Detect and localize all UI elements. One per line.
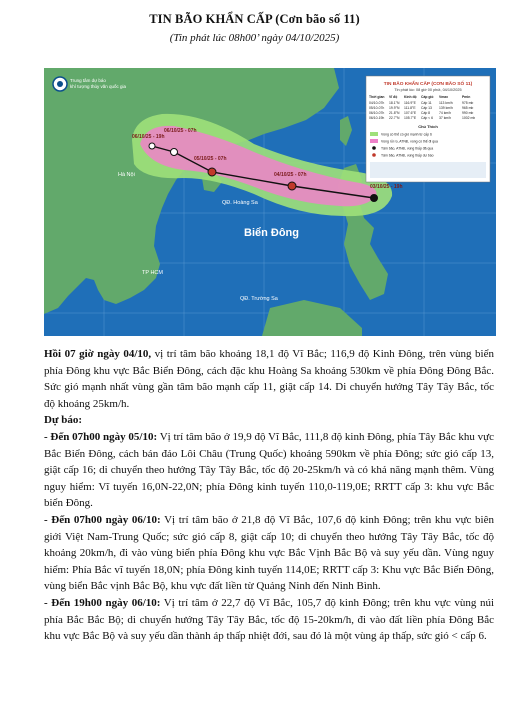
legend-mini-scale <box>370 162 486 178</box>
storm-track-map <box>44 68 496 336</box>
forecast-item-3-text: Vị trí tâm ở 22,7 độ Vĩ Bắc, 105,7 độ kinh Đông; trên khu vực vùng núi phía Bắc Bắc Bộ; di chuyển hướng Tây Tây Bắc, tốc độ 15-20km/h, đi vào đất liền phía Đông Bắc khu vực Bắc Bộ và suy yếu dần thành áp thấp nhiệt đới, sau đó là một vùng áp thấp, sức gió < cấp 6. <box>44 596 495 643</box>
bien-dong-label: Biển Đông <box>244 227 299 239</box>
legend-row4-lon: 105.7°E <box>404 116 417 120</box>
current-time-lead: Hồi 07 giờ ngày 04/10, <box>44 348 152 360</box>
track-point <box>208 168 216 176</box>
legend-row1-level: Cấp 11 <box>421 101 432 105</box>
legend-row1-lat: 18.1°N <box>389 101 400 105</box>
legend-col-time: Thời gian <box>369 95 385 99</box>
hanoi-label: Hà Nội <box>118 172 135 178</box>
forecast-item-1 <box>44 429 494 512</box>
bulletin-body <box>44 346 494 645</box>
issue-time: (Tin phát lúc 08h00’ ngày 04/10/2025) <box>169 32 340 44</box>
legend-col-pmin: Pmin <box>462 95 471 99</box>
legend-key-title: Chú Thích <box>418 124 438 129</box>
legend-row3-pmin: 990 mb <box>462 111 474 115</box>
legend-row3-lat: 21.8°N <box>389 111 400 115</box>
legend-swatch-danger <box>370 139 378 143</box>
track-label-2: 06/10/25 - 07h <box>164 128 197 134</box>
legend-key-4: Tâm bão, ATNĐ, vùng thấp dự báo <box>381 153 434 158</box>
track-point <box>171 149 178 156</box>
forecast-heading-label: Dự báo: <box>44 414 83 427</box>
legend-col-level: Cấp gió <box>421 95 434 99</box>
legend-row4-vmax: 37 km/h <box>439 116 452 120</box>
hcm-label: TP HCM <box>142 270 163 276</box>
legend-col-lon: Kinh độ <box>404 95 417 99</box>
legend-row1-pmin: 975 mb <box>462 101 474 105</box>
forecast-item-3 <box>44 595 494 645</box>
legend-subtitle: Tin phát lúc: 08 giờ 00 phút, 04/10/2025 <box>394 88 462 92</box>
legend-row3-vmax: 74 km/h <box>439 111 452 115</box>
legend-row2-time: 05/10-07h <box>369 106 385 110</box>
legend-row4-pmin: 1002 mb <box>462 116 476 120</box>
forecast-item-2 <box>44 512 494 595</box>
legend-row2-lon: 111.8°E <box>404 106 416 110</box>
legend-row4-time: 06/10-19h <box>369 116 385 120</box>
legend-row3-time: 06/10-07h <box>369 111 385 115</box>
current-position-paragraph <box>44 346 494 412</box>
track-point <box>149 143 155 149</box>
legend-row2-pmin: 965 mb <box>462 106 474 110</box>
forecast-item-2-lead: - Đến 07h00 ngày 06/10: <box>44 513 161 526</box>
forecast-item-2-text: Vị trí tâm bão ở 21,8 độ Vĩ Bắc, 107,6 độ kinh Đông; trên khu vực biên giới Việt Nam-Trung Quốc; sức gió cấp 8, giật cấp 10; di chuyển theo hướng Tây Tây Bắc, tốc độ khoảng 20km/h, đi vào vùng biển phía Đông khu vực Bắc Vịnh Bắc Bộ và suy yếu dần. Vùng nguy hiểm: Phía Bắc vĩ tuyến 18,0N; phía Đông kinh tuyến 114,0E; RRTT cấp 3: Khu vực Bắc Biển Đông, vùng biển Bắc vịnh Bắc Bộ, khu vực đất liền từ Quảng Ninh đến Ninh Bình. <box>44 513 494 593</box>
legend-row2-level: Cấp 13 <box>421 106 432 110</box>
legend-row3-lon: 107.6°E <box>404 111 417 115</box>
hoang-sa-label: QĐ. Hoàng Sa <box>222 200 258 206</box>
legend-row4-lat: 22.7°N <box>389 116 400 120</box>
map-legend <box>366 76 490 182</box>
track-point <box>371 195 378 202</box>
legend-col-vmax: Vmax <box>439 95 449 99</box>
legend-title: TIN BÃO KHẨN CẤP (CƠN BÃO SỐ 11) <box>383 82 473 87</box>
track-label-3: 05/10/25 - 07h <box>194 156 227 162</box>
legend-marker-forecast <box>372 153 376 157</box>
legend-row1-time: 04/10-07h <box>369 101 385 105</box>
agency-name-line1: Trung tâm dự báo <box>70 78 106 83</box>
page-title: TIN BÃO KHẨN CẤP (Cơn bão số 11) <box>149 12 360 26</box>
forecast-item-1-lead: - Đến 07h00 ngày 05/10: <box>44 430 158 443</box>
forecast-item-1-text: Vị trí tâm bão ở 19,9 độ Vĩ Bắc, 111,8 độ kinh Đông, phía Tây Bắc khu vực Bắc Biển Đông, cách bán đảo Lôi Châu (Trung Quốc) khoảng 590km về phía Đông; sức gió cấp 13, giật cấp 16; di chuyển theo hướng Tây Tây Bắc, tốc độ 20-25km/h và có khả năng mạnh thêm. Vùng nguy hiểm: Vĩ tuyến 16,0N-22,0N; phía Đông kinh tuyến 110,0-119,0E; RRTT cấp 3: khu vực Bắc biển Đông. <box>44 430 494 510</box>
legend-row3-level: Cấp 8 <box>421 111 431 115</box>
forecast-heading <box>44 412 494 429</box>
forecast-item-3-lead: - Đến 19h00 ngày 06/10: <box>44 596 161 609</box>
legend-key-1: Vùng có thể có gió mạnh từ cấp 6 <box>381 132 432 137</box>
agency-name-line2: khí tượng thủy văn quốc gia <box>70 84 126 89</box>
legend-marker-past <box>372 146 376 150</box>
legend-row1-vmax: 113 km/h <box>439 101 453 105</box>
legend-key-3: Tâm bão, ATNĐ, vùng thấp đã qua <box>381 146 434 151</box>
track-label-5: 03/10/25 - 19h <box>370 184 403 190</box>
track-label-1: 06/10/25 - 19h <box>132 134 165 140</box>
legend-col-lat: Vĩ độ <box>389 95 398 99</box>
legend-row1-lon: 116.9°E <box>404 101 416 105</box>
legend-row4-level: Cấp < 6 <box>421 116 433 120</box>
truong-sa-label: QĐ. Trường Sa <box>240 296 278 302</box>
track-label-4: 04/10/25 - 07h <box>274 172 307 178</box>
track-point <box>288 182 296 190</box>
legend-swatch-wind <box>370 132 378 136</box>
legend-row2-lat: 19.9°N <box>389 106 400 110</box>
current-position-text: vị trí tâm bão khoảng 18,1 độ Vĩ Bắc; 116,9 độ Kinh Đông, trên vùng biển phía Đông khu vực Bắc Biển Đông, cách đặc khu Hoàng Sa khoảng 530km về phía Đông Đông Bắc. Sức gió mạnh nhất vùng gần tâm bão mạnh cấp 11, giật cấp 14. Di chuyển hướng Tây Tây Bắc, tốc độ khoảng 25km/h. <box>44 348 494 410</box>
legend-row2-vmax: 139 km/h <box>439 106 453 110</box>
legend-key-2: Vùng rủi ro, ATNĐ, vùng có thể đi qua <box>381 139 438 144</box>
